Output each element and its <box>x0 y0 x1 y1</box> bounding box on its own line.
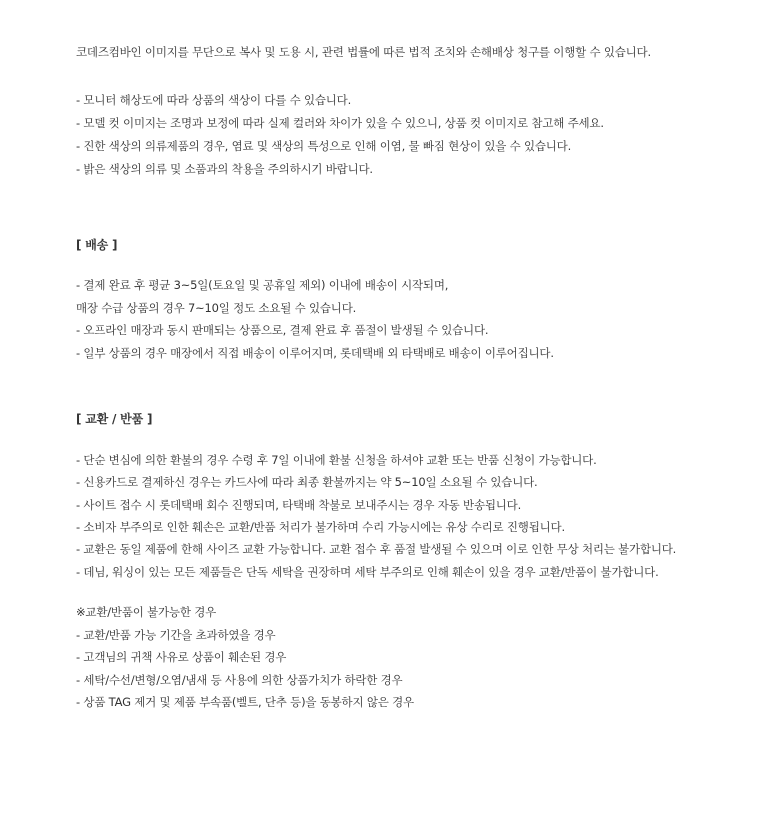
exchange-line: - 신용카드로 결제하신 경우는 카드사에 따라 최종 환불까지는 약 5~10일 소요될 수 있습니다. <box>76 475 538 489</box>
exchange-line: - 사이트 접수 시 롯데택배 회수 진행되며, 타택배 착불로 보내주시는 경우 자동 반송됩니다. <box>76 498 522 512</box>
shipping-line: - 오프라인 매장과 동시 판매되는 상품으로, 결제 완료 후 품절이 발생될 수 있습니다. <box>76 323 489 337</box>
exchange-line: - 교환은 동일 제품에 한해 사이즈 교환 가능합니다. 교환 접수 후 품절 발생될 수 있으며 이로 인한 무상 처리는 불가합니다. <box>76 542 677 556</box>
exchange-line: - 데님, 워싱이 있는 모든 제품들은 단독 세탁을 권장하며 세탁 부주의로 인해 훼손이 있을 경우 교환/반품이 불가합니다. <box>76 565 659 579</box>
not-allowed-heading: ※교환/반품이 불가능한 경우 <box>76 605 217 619</box>
note-item: - 밝은 색상의 의류 및 소품과의 착용을 주의하시기 바랍니다. <box>76 162 373 176</box>
not-allowed-line: - 고객님의 귀책 사유로 상품이 훼손된 경우 <box>76 650 287 664</box>
note-item: - 진한 색상의 의류제품의 경우, 염료 및 색상의 특성으로 인해 이염, 물 빠짐 현상이 있을 수 있습니다. <box>76 139 572 153</box>
exchange-heading: [ 교환 / 반품 ] <box>76 412 153 426</box>
shipping-heading: [ 배송 ] <box>76 238 118 252</box>
note-item: - 모니터 해상도에 따라 상품의 색상이 다를 수 있습니다. <box>76 93 352 107</box>
shipping-line: 매장 수급 상품의 경우 7~10일 정도 소요될 수 있습니다. <box>76 301 357 315</box>
shipping-line: - 결제 완료 후 평균 3~5일(토요일 및 공휴일 제외) 이내에 배송이 시작되며, <box>76 278 449 292</box>
not-allowed-line: - 세탁/수선/변형/오염/냄새 등 사용에 의한 상품가치가 하락한 경우 <box>76 673 403 687</box>
copyright-notice: 코데즈컴바인 이미지를 무단으로 복사 및 도용 시, 관련 법률에 따른 법적 조치와 손해배상 청구를 이행할 수 있습니다. <box>76 45 651 59</box>
not-allowed-line: - 상품 TAG 제거 및 제품 부속품(벨트, 단추 등)을 동봉하지 않은 경우 <box>76 695 414 709</box>
note-item: - 모델 컷 이미지는 조명과 보정에 따라 실제 컬러와 차이가 있을 수 있으니, 상품 컷 이미지로 참고해 주세요. <box>76 116 604 130</box>
exchange-line: - 소비자 부주의로 인한 훼손은 교환/반품 처리가 불가하며 수리 가능시에는 유상 수리로 진행됩니다. <box>76 520 565 534</box>
not-allowed-line: - 교환/반품 가능 기간을 초과하였을 경우 <box>76 628 276 642</box>
exchange-line: - 단순 변심에 의한 환불의 경우 수령 후 7일 이내에 환불 신청을 하셔야 교환 또는 반품 신청이 가능합니다. <box>76 453 597 467</box>
shipping-line: - 일부 상품의 경우 매장에서 직접 배송이 이루어지며, 롯데택배 외 타택배로 배송이 이루어집니다. <box>76 346 554 360</box>
